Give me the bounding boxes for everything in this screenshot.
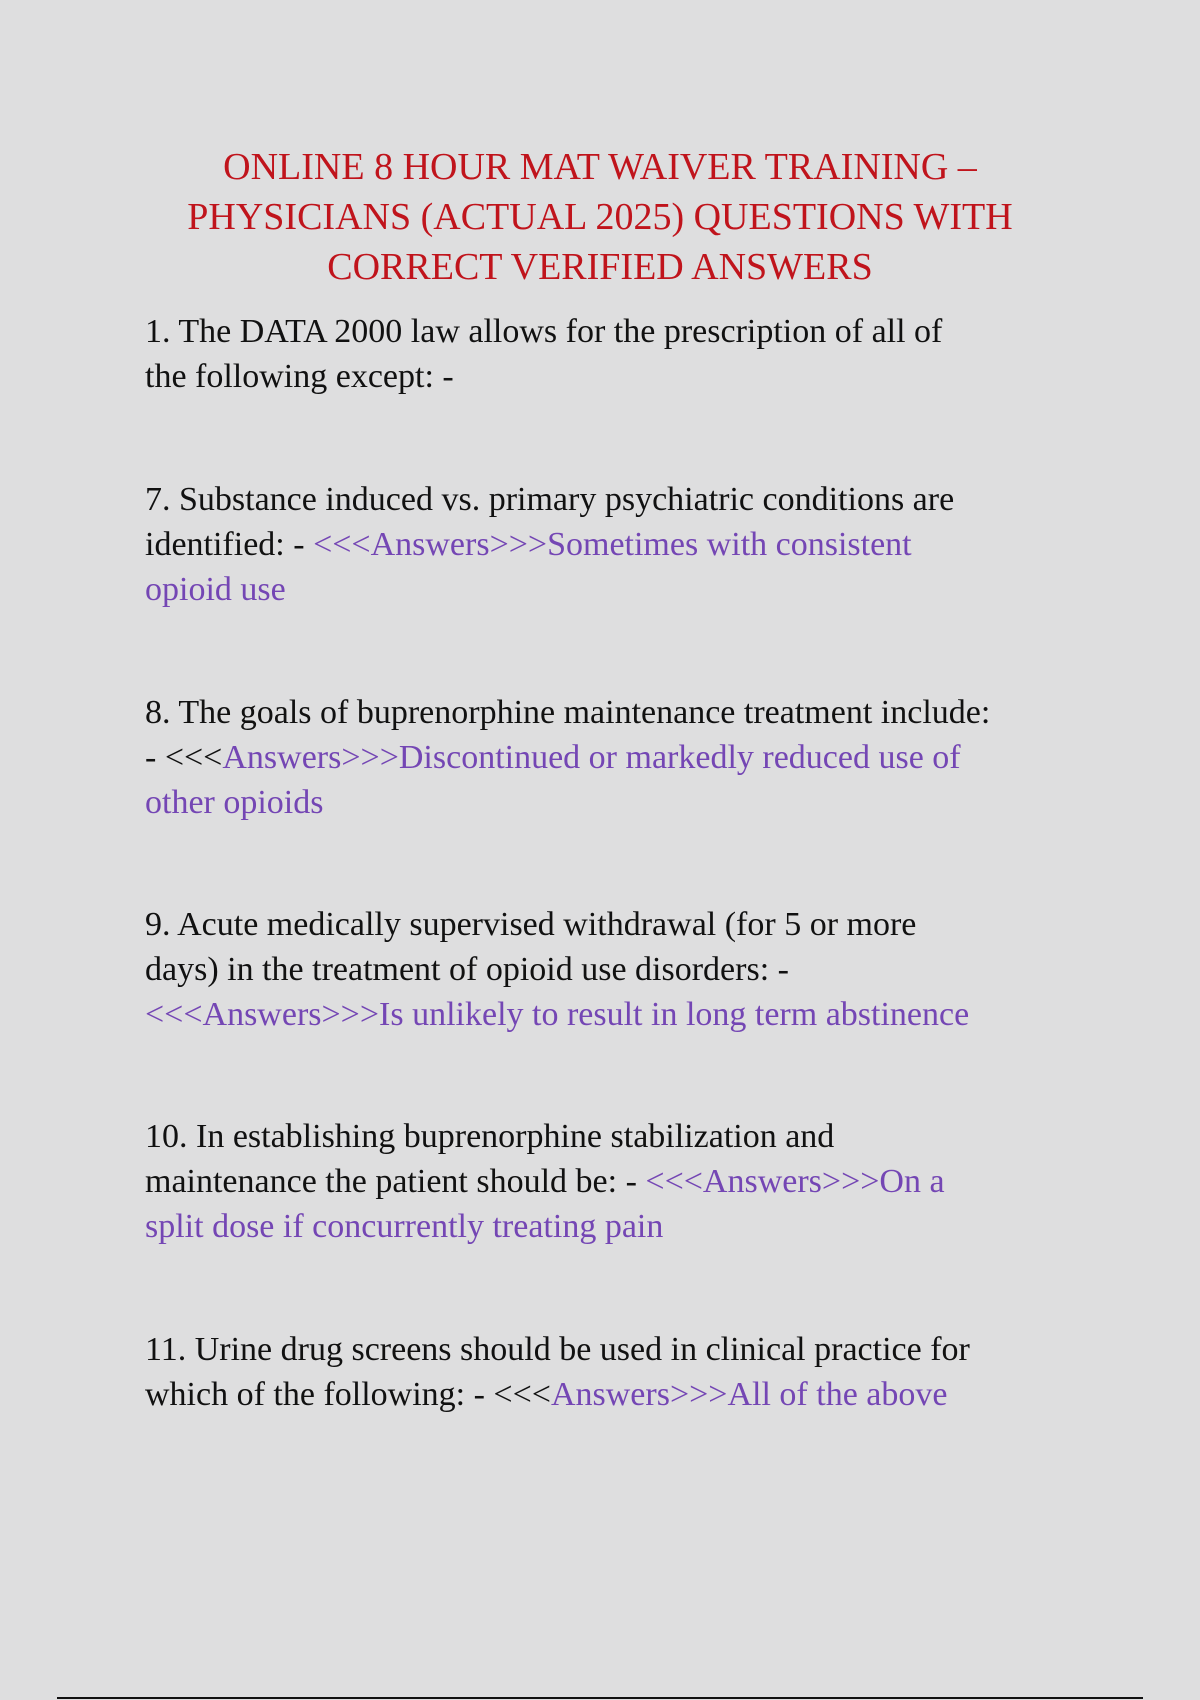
footer-divider bbox=[57, 1697, 1143, 1699]
question-line bbox=[145, 1327, 1075, 1372]
question-text: which of the following: - <<< bbox=[145, 1376, 551, 1413]
title-line: ONLINE 8 HOUR MAT WAIVER TRAINING – bbox=[223, 146, 977, 188]
answer-text: opioid use bbox=[145, 571, 286, 608]
question-line bbox=[145, 1204, 1075, 1249]
question-line bbox=[145, 690, 1075, 735]
question-text: identified: - bbox=[145, 526, 314, 563]
question-block-8 bbox=[145, 690, 1075, 825]
question-line bbox=[145, 1372, 1075, 1417]
question-line bbox=[145, 309, 1075, 354]
question-line bbox=[145, 477, 1075, 522]
question-block-7 bbox=[145, 477, 1075, 612]
document-title bbox=[120, 142, 1080, 292]
question-line bbox=[145, 947, 1075, 992]
question-line bbox=[145, 1114, 1075, 1159]
question-text: 7. Substance induced vs. primary psychiatric conditions are bbox=[145, 481, 955, 518]
answer-text: Answers>>>All of the above bbox=[550, 1376, 948, 1413]
answer-text: <<<Answers>>>Is unlikely to result in long term abstinence bbox=[145, 996, 970, 1033]
question-text: days) in the treatment of opioid use disorders: - bbox=[145, 951, 789, 988]
question-line bbox=[145, 567, 1075, 612]
question-text: 1. The DATA 2000 law allows for the prescription of all of bbox=[145, 313, 943, 350]
question-line bbox=[145, 522, 1075, 567]
answer-text: <<<Answers>>>Sometimes with consistent bbox=[313, 526, 912, 563]
question-line bbox=[145, 992, 1075, 1037]
question-block-1 bbox=[145, 309, 1075, 399]
question-text: 8. The goals of buprenorphine maintenance treatment include: bbox=[145, 694, 991, 731]
question-text: 11. Urine drug screens should be used in clinical practice for bbox=[145, 1331, 970, 1368]
question-text: - <<< bbox=[145, 739, 223, 776]
answer-text: split dose if concurrently treating pain bbox=[145, 1208, 664, 1245]
answer-text: Answers>>>Discontinued or markedly reduced use of bbox=[222, 739, 961, 776]
title-line: CORRECT VERIFIED ANSWERS bbox=[327, 246, 873, 288]
answer-text: <<<Answers>>>On a bbox=[645, 1163, 945, 1200]
question-text: the following except: - bbox=[145, 358, 454, 395]
question-block-9 bbox=[145, 902, 1075, 1037]
question-line bbox=[145, 902, 1075, 947]
question-block-11 bbox=[145, 1327, 1075, 1417]
question-line bbox=[145, 735, 1075, 780]
question-line bbox=[145, 1159, 1075, 1204]
question-text: 9. Acute medically supervised withdrawal (for 5 or more bbox=[145, 906, 917, 943]
answer-text: other opioids bbox=[145, 784, 324, 821]
question-line bbox=[145, 354, 1075, 399]
title-line: PHYSICIANS (ACTUAL 2025) QUESTIONS WITH bbox=[187, 196, 1013, 238]
question-block-10 bbox=[145, 1114, 1075, 1249]
question-text: maintenance the patient should be: - bbox=[145, 1163, 646, 1200]
question-text: 10. In establishing buprenorphine stabilization and bbox=[145, 1118, 835, 1155]
question-line bbox=[145, 780, 1075, 825]
